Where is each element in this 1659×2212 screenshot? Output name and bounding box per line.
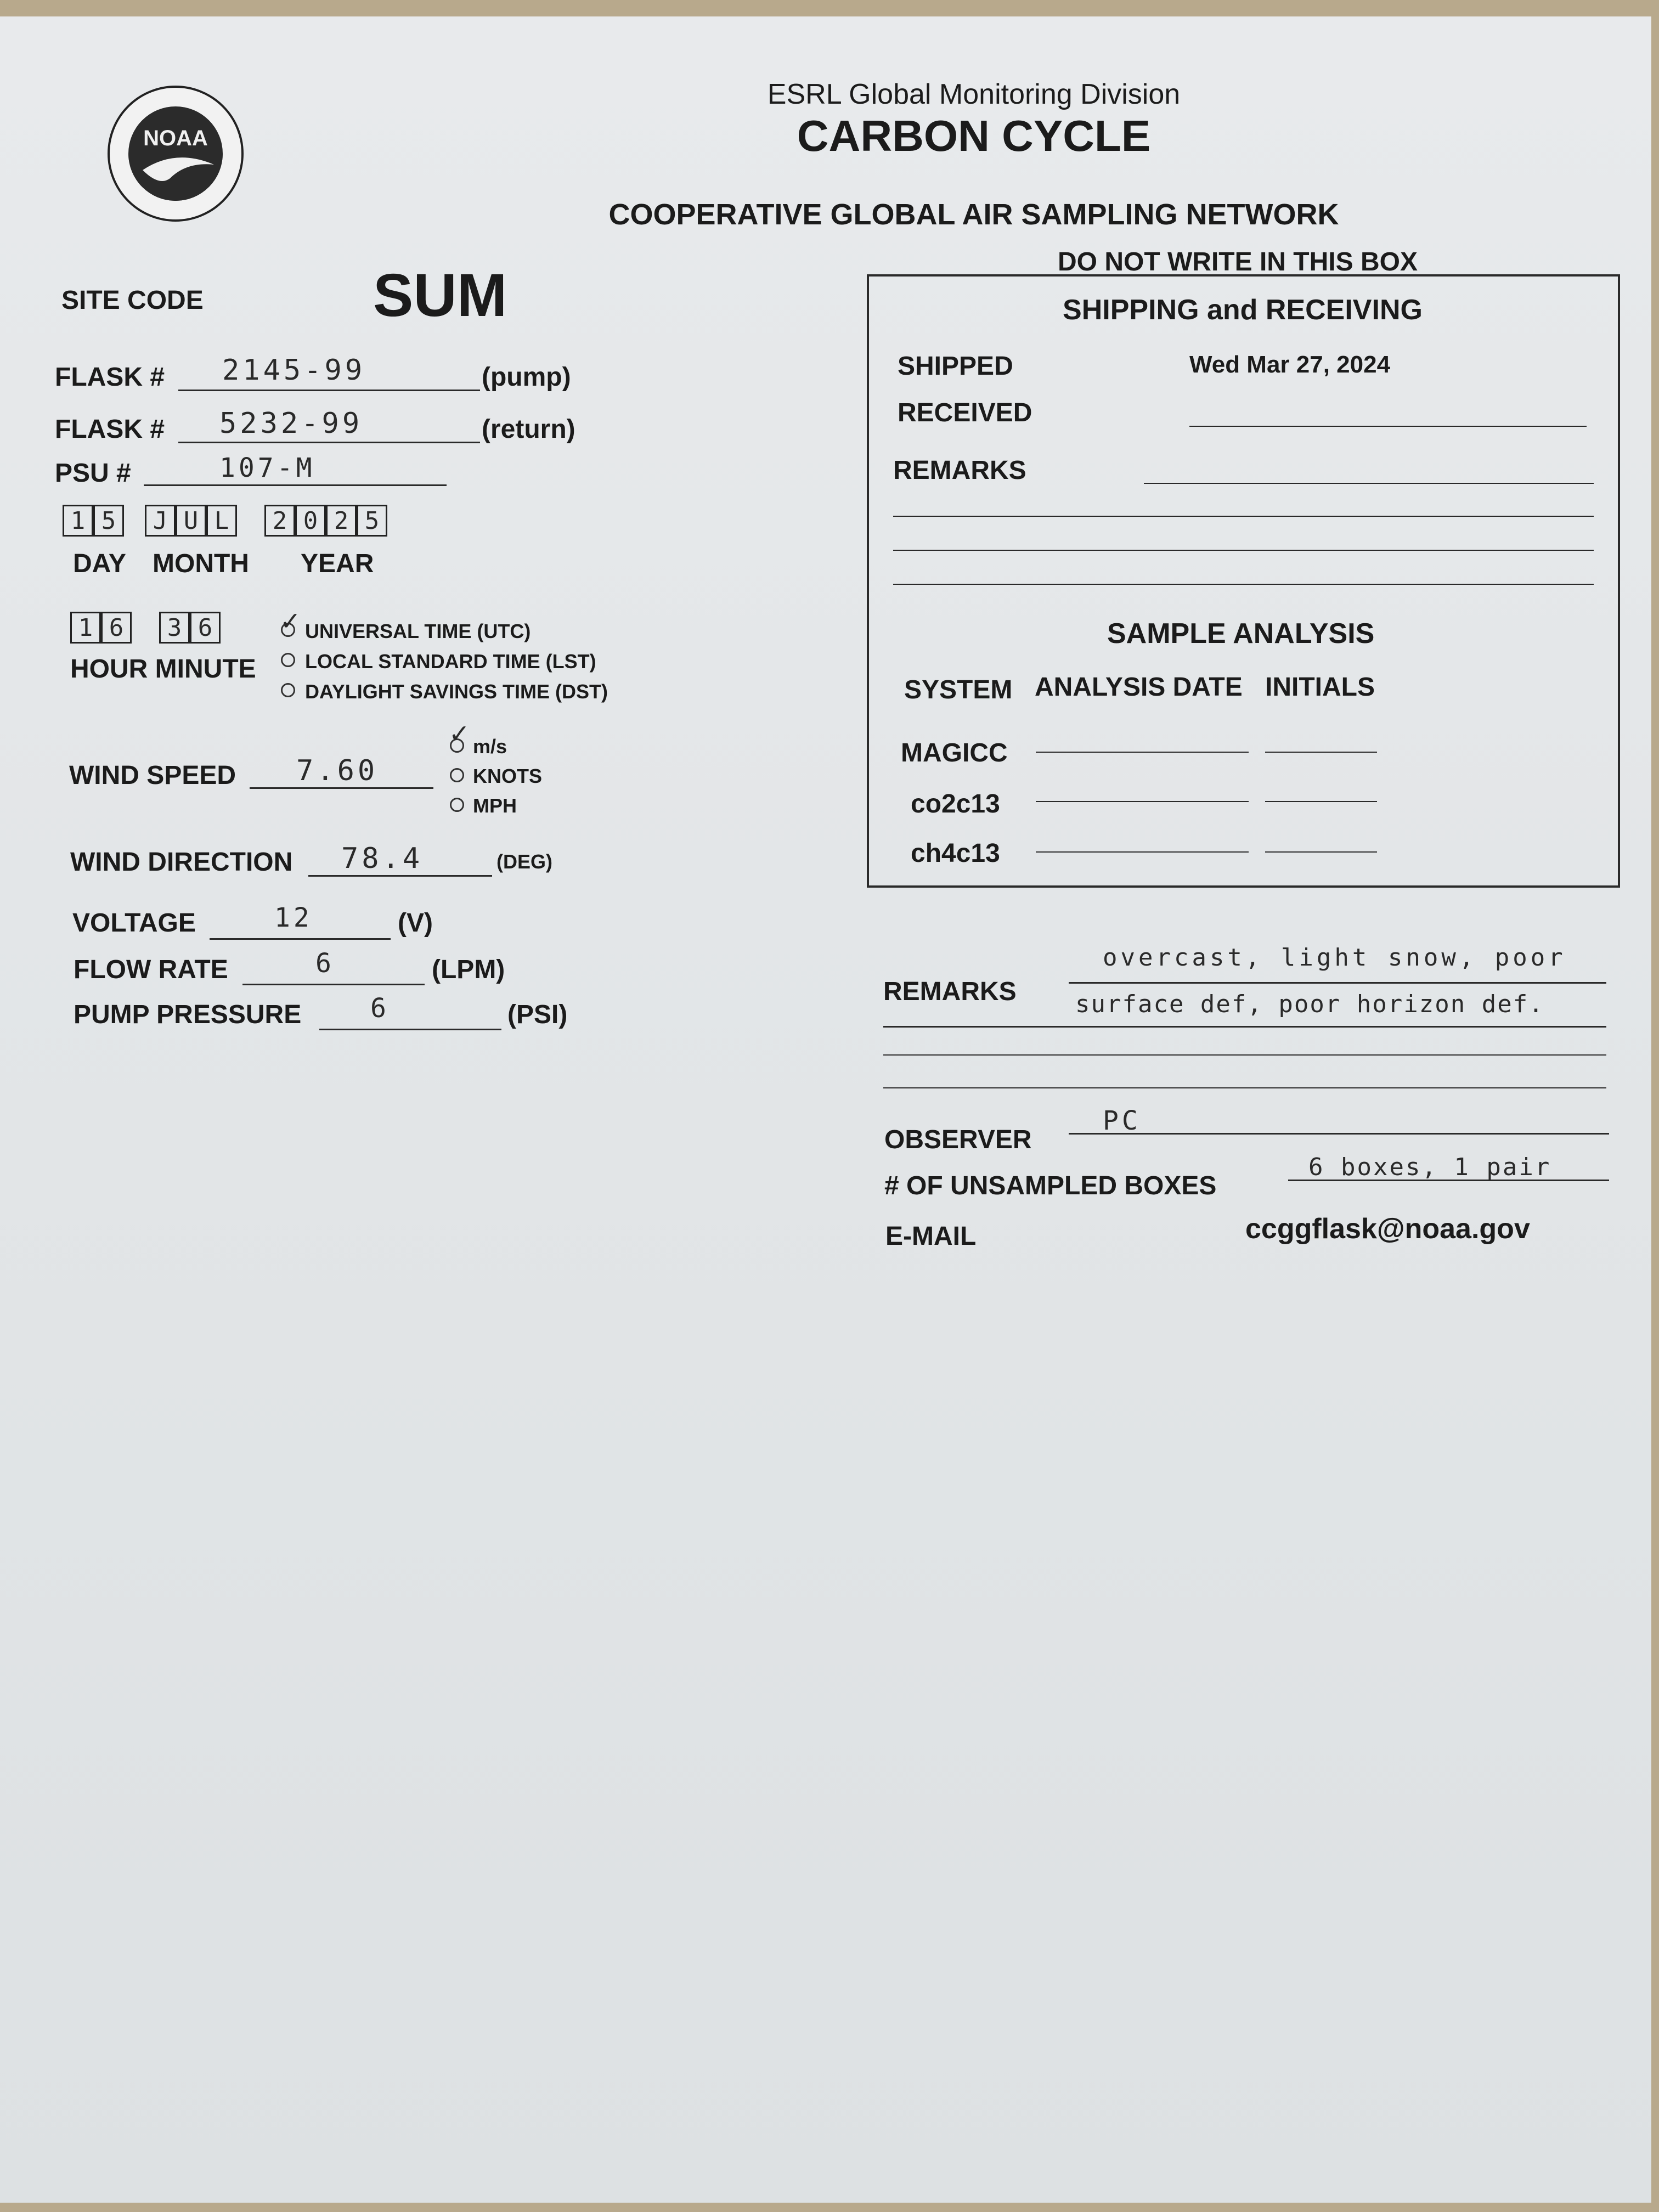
hour-digit-box: 6 [101, 612, 132, 644]
form-title: CARBON CYCLE [797, 111, 1151, 160]
remarks-line-1: overcast, light snow, poor [1103, 944, 1566, 972]
remarks-label: REMARKS [883, 977, 1017, 1006]
remarks-line [883, 1059, 1606, 1088]
year-label: YEAR [301, 549, 374, 578]
flow-rate-label: FLOW RATE [74, 955, 228, 984]
received-label: RECEIVED [898, 398, 1032, 427]
received-line [1189, 400, 1587, 427]
hour-minute-label: HOUR MINUTE [70, 654, 256, 684]
year-digit-box: 0 [295, 505, 326, 537]
box-remarks-line [893, 488, 1594, 517]
co2c13-initials-line [1265, 779, 1377, 802]
knots-option-label: KNOTS [473, 765, 542, 787]
ch4c13-initials-line [1265, 830, 1377, 853]
system-ch4c13: ch4c13 [911, 839, 1000, 868]
flow-rate-unit: (LPM) [432, 955, 505, 984]
voltage-unit: (V) [398, 909, 433, 938]
remarks-line-2: surface def, poor horizon def. [1075, 990, 1544, 1018]
email-label: E-MAIL [885, 1222, 977, 1251]
noaa-logo [104, 82, 247, 225]
pump-pressure-label: PUMP PRESSURE [74, 1000, 302, 1029]
pump-pressure-line [319, 1004, 501, 1030]
division-title: ESRL Global Monitoring Division [767, 78, 1181, 110]
magicc-initials-line [1265, 730, 1377, 753]
year-digit-box: 5 [357, 505, 387, 537]
system-co2c13: co2c13 [911, 789, 1000, 819]
remarks-line [883, 1026, 1606, 1056]
co2c13-date-line [1036, 779, 1249, 802]
flask-pump-value: 2145-99 [222, 354, 366, 387]
observer-line [1069, 1108, 1609, 1135]
ms-option-label: m/s [473, 735, 507, 758]
dst-option-label: DAYLIGHT SAVINGS TIME (DST) [305, 680, 608, 703]
shipping-title: SHIPPING and RECEIVING [1063, 294, 1423, 326]
email-value[interactable]: ccggflask@noaa.gov [1245, 1213, 1530, 1245]
system-magicc: MAGICC [901, 738, 1008, 768]
year-digit-box: 2 [326, 505, 357, 537]
ms-check-icon: ✓ [449, 719, 470, 748]
box-remarks-line [893, 521, 1594, 551]
flask-pump-suffix: (pump) [482, 363, 571, 392]
observer-label: OBSERVER [884, 1125, 1032, 1154]
dst-radio[interactable] [281, 683, 295, 697]
minute-digit-box: 6 [190, 612, 221, 644]
wind-direction-unit: (DEG) [496, 850, 552, 873]
mph-option-label: MPH [473, 794, 517, 817]
wind-speed-value: 7.60 [296, 754, 379, 787]
unsampled-label: # OF UNSAMPLED BOXES [884, 1171, 1217, 1200]
month-letter-box: L [206, 505, 237, 537]
magicc-date-line [1036, 730, 1249, 753]
lst-option-label: LOCAL STANDARD TIME (LST) [305, 650, 596, 673]
flask-return-label: FLASK # [55, 415, 165, 444]
office-box-caption: DO NOT WRITE IN THIS BOX [1058, 247, 1418, 276]
shipped-value: Wed Mar 27, 2024 [1189, 351, 1391, 378]
month-letter-box: J [145, 505, 176, 537]
pump-pressure-unit: (PSI) [507, 1000, 568, 1029]
month-label: MONTH [153, 549, 249, 578]
day-label: DAY [73, 549, 126, 578]
pump-pressure-value: 6 [370, 993, 390, 1024]
lst-radio[interactable] [281, 653, 295, 667]
col-system: SYSTEM [904, 675, 1013, 704]
psu-value: 107-M [219, 453, 315, 483]
voltage-value: 12 [274, 902, 313, 933]
psu-label: PSU # [55, 459, 131, 488]
day-digit-box: 5 [93, 505, 124, 537]
year-digit-box: 2 [264, 505, 295, 537]
site-code-label: SITE CODE [61, 286, 204, 315]
wind-direction-label: WIND DIRECTION [70, 848, 293, 877]
utc-check-icon: ✓ [280, 607, 301, 635]
voltage-label: VOLTAGE [72, 909, 196, 938]
knots-radio[interactable] [450, 768, 464, 782]
form-sheet [0, 16, 1651, 2203]
box-remarks-line [1144, 458, 1594, 484]
network-title: COOPERATIVE GLOBAL AIR SAMPLING NETWORK [608, 198, 1339, 231]
ch4c13-date-line [1036, 830, 1249, 853]
minute-digit-box: 3 [159, 612, 190, 644]
flask-return-suffix: (return) [482, 415, 575, 444]
site-code-value: SUM [373, 262, 507, 329]
col-initials: INITIALS [1265, 673, 1375, 702]
unsampled-value: 6 boxes, 1 pair [1308, 1153, 1551, 1181]
utc-option-label: UNIVERSAL TIME (UTC) [305, 620, 531, 642]
shipped-label: SHIPPED [898, 352, 1013, 381]
flask-pump-label: FLASK # [55, 363, 165, 392]
flask-return-value: 5232-99 [219, 407, 363, 440]
mph-radio[interactable] [450, 798, 464, 812]
day-digit-box: 1 [63, 505, 93, 537]
wind-speed-label: WIND SPEED [69, 761, 236, 790]
box-remarks-line [893, 554, 1594, 585]
col-analysis-date: ANALYSIS DATE [1035, 673, 1243, 702]
noaa-logo-text: NOAA [143, 126, 208, 150]
month-letter-box: U [176, 505, 206, 537]
box-remarks-label: REMARKS [893, 456, 1026, 485]
wind-direction-value: 78.4 [341, 842, 424, 875]
analysis-title: SAMPLE ANALYSIS [1107, 618, 1375, 650]
flow-rate-value: 6 [315, 948, 335, 979]
hour-digit-box: 1 [70, 612, 101, 644]
observer-value: PC [1103, 1105, 1141, 1136]
